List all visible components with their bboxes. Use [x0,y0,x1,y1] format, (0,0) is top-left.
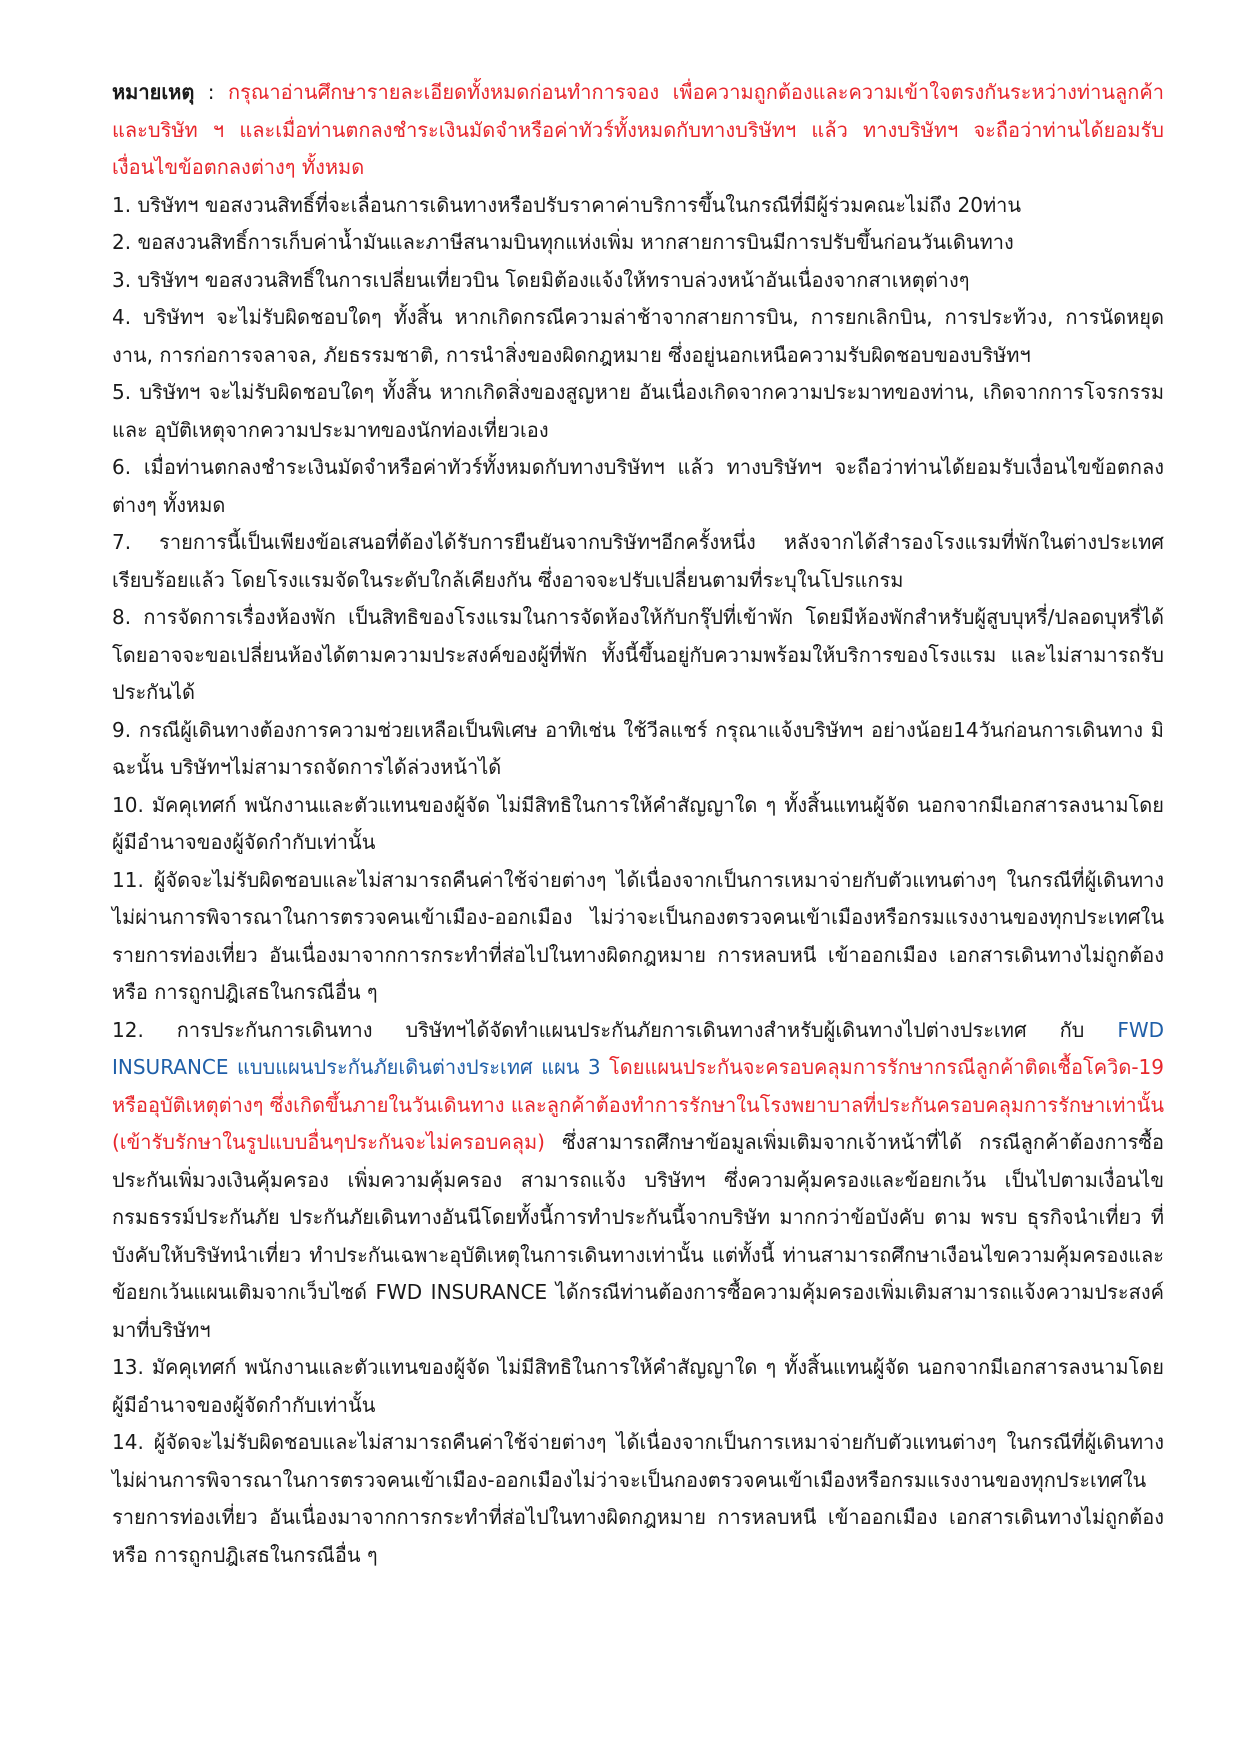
condition-item-3: 3. บริษัทฯ ขอสงวนสิทธิ์ในการเปลี่ยนเที่ยวบิน โดยมิต้องแจ้งให้ทราบล่วงหน้าอันเนื่องจากสาเหตุต่างๆ [112,267,970,292]
condition-item-8: 8. การจัดการเรื่องห้องพัก เป็นสิทธิของโรงแรมในการจัดห้องให้กับกรุ๊ปที่เข้าพัก โดยมีห้องพักสำหรับผู้สูบบุหรี่/ปลอดบุหรี่ได้ โดยอาจจะขอเปลี่ยนห้องได้ตามความประสงค์ของผู้ที่พัก ทั้งนี้ขึ้นอยู่กับความพร้อมให้บริการของโรงแรม และไม่สามารถรับประกันได้ [112,605,1164,704]
insurance-coverage-note: โดยแผนประกันจะครอบคลุมการรักษากรณีลูกค้าติดเชื้อโควิด-19 หรืออุบัติเหตุต่างๆ ซึ่งเกิดขึ้นภายในวันเดินทาง และลูกค้าต้องทำการรักษาในโรงพยาบาลที่ประกันครอบคลุมการรักษาเท่านั้น (เข้ารับรักษาในรูปแบบอื่นๆประกันจะไม่ครอบคลุม) [112,1055,1164,1154]
condition-item-9: 9. กรณีผู้เดินทางต้องการความช่วยเหลือเป็นพิเศษ อาทิเช่น ใช้วีลแชร์ กรุณาแจ้งบริษัทฯ อย่างน้อย14วันก่อนการเดินทาง มิฉะนั้น บริษัทฯไม่สามารถจัดการได้ล่วงหน้าได้ [112,717,1164,779]
remark-heading: หมายเหตุ [112,80,195,104]
condition-item-10: 10. มัคคุเทศก์ พนักงานและตัวแทนของผู้จัด ไม่มีสิทธิในการให้คำสัญญาใด ๆ ทั้งสิ้นแทนผู้จัด นอกจากมีเอกสารลงนามโดยผู้มีอำนาจของผู้จัดกำกับเท่านั้น [112,792,1164,854]
insurance-details: ซึ่งสามารถศึกษาข้อมูลเพิ่มเติมจากเจ้าหน้าที่ได้ กรณีลูกค้าต้องการซื้อประกันเพิ่มวงเงินคุ้มครอง เพิ่มความคุ้มครอง สามารถแจ้ง บริษัทฯ ซึ่งความคุ้มครองและข้อยกเว้น เป็นไปตามเงื่อนไขกรมธรรม์ประกันภัย ประกันภัยเดินทางอันนีโดยทั้งนี้การทำประกันนี้จากบริษัท มากกว่าข้อบังคับ ตาม พรบ ธุรกิจนำเที่ยว ที่บังคับให้บริษัทนำเที่ยว ทำประกันเฉพาะอุบัติเหตุในการเดินทางเท่านั้น แต่ทั้งนี้ ท่านสามารถศึกษาเงือนไขความคุ้มครองและข้อยกเว้นแผนเติมจากเว็บไซด์ FWD INSURANCE ได้กรณีท่านต้องการซื้อความคุ้มครองเพิ่มเติมสามารถแจ้งความประสงค์มาที่บริษัทฯ [112,1130,1164,1342]
condition-item-11: 11. ผู้จัดจะไม่รับผิดชอบและไม่สามารถคืนค่าใช้จ่ายต่างๆ ได้เนื่องจากเป็นการเหมาจ่ายกับตัวแทนต่างๆ ในกรณีที่ผู้เดินทางไม่ผ่านการพิจารณาในการตรวจคนเข้าเมือง-ออกเมือง ไม่ว่าจะเป็นกองตรวจคนเข้าเมืองหรือกรมแรงงานของทุกประเทศในรายการท่องเที่ยว อันเนื่องมาจากการกระทำที่ส่อไปในทางผิดกฎหมาย การหลบหนี เข้าออกเมือง เอกสารเดินทางไม่ถูกต้อง หรือ การถูกปฎิเสธในกรณีอื่น ๆ [112,867,1164,1004]
condition-item-2: 2. ขอสงวนสิทธิ์การเก็บค่าน้ำมันและภาษีสนามบินทุกแห่งเพิ่ม หากสายการบินมีการปรับขึ้นก่อนวันเดินทาง [112,230,1014,254]
insurance-prefix: 12. การประกันการเดินทาง บริษัทฯได้จัดทำแผนประกันภัยการเดินทางสำหรับผู้เดินทางไปต่างประเทศ กับ [112,1017,1118,1042]
condition-item-13: 13. มัคคุเทศก์ พนักงานและตัวแทนของผู้จัด ไม่มีสิทธิในการให้คำสัญญาใด ๆ ทั้งสิ้นแทนผู้จัด นอกจากมีเอกสารลงนามโดยผู้มีอำนาจของผู้จัดกำกับเท่านั้น [112,1355,1164,1417]
remark-text: กรุณาอ่านศึกษารายละเอียดทั้งหมดก่อนทำการจอง เพื่อความถูกต้องและความเข้าใจตรงกันระหว่างท่านลูกค้าและบริษัท ฯ และเมื่อท่านตกลงชำระเงินมัดจำหรือค่าทัวร์ทั้งหมดกับทางบริษัทฯ แล้ว ทางบริษัทฯ จะถือว่าท่านได้ยอมรับเงื่อนไขข้อตกลงต่างๆ ทั้งหมด [112,80,1164,179]
condition-item-1: 1. บริษัทฯ ขอสงวนสิทธิ์ที่จะเลื่อนการเดินทางหรือปรับราคาค่าบริการขึ้นในกรณีที่มีผู้ร่วมคณะไม่ถึง 20ท่าน [112,192,1022,217]
terms-document [112,74,1164,1574]
condition-item-4: 4. บริษัทฯ จะไม่รับผิดชอบใดๆ ทั้งสิ้น หากเกิดกรณีความล่าช้าจากสายการบิน, การยกเลิกบิน, การประท้วง, การนัดหยุดงาน, การก่อการจลาจล, ภัยธรรมชาติ, การนำสิ่งของผิดกฎหมาย ซึ่งอยู่นอกเหนือความรับผิดชอบของบริษัทฯ [112,305,1164,367]
condition-item-14: 14. ผู้จัดจะไม่รับผิดชอบและไม่สามารถคืนค่าใช้จ่ายต่างๆ ได้เนื่องจากเป็นการเหมาจ่ายกับตัวแทนต่างๆ ในกรณีที่ผู้เดินทางไม่ผ่านการพิจารณาในการตรวจคนเข้าเมือง-ออกเมืองไม่ว่าจะเป็นกองตรวจคนเข้าเมืองหรือกรมแรงงานของทุกประเทศในรายการท่องเที่ยว อันเนื่องมาจากการกระทำที่ส่อไปในทางผิดกฎหมาย การหลบหนี เข้าออกเมือง เอกสารเดินทางไม่ถูกต้อง หรือ การถูกปฎิเสธในกรณีอื่น ๆ [112,1430,1164,1567]
condition-item-12 [112,1012,1164,1350]
remark-paragraph [112,74,1164,187]
condition-item-7: 7. รายการนี้เป็นเพียงข้อเสนอที่ต้องได้รับการยืนยันจากบริษัทฯอีกครั้งหนึ่ง หลังจากได้สำรองโรงแรมที่พักในต่างประเทศเรียบร้อยแล้ว โดยโรงแรมจัดในระดับใกล้เคียงกัน ซึ่งอาจจะปรับเปลี่ยนตามที่ระบุในโปรแกรม [112,530,1164,592]
condition-item-6: 6. เมื่อท่านตกลงชำระเงินมัดจำหรือค่าทัวร์ทั้งหมดกับทางบริษัทฯ แล้ว ทางบริษัทฯ จะถือว่าท่านได้ยอมรับเงื่อนไขข้อตกลงต่างๆ ทั้งหมด [112,455,1164,517]
insurance-plan-name: FWD INSURANCE แบบแผนประกันภัยเดินต่างประเทศ แผน 3 [112,1017,1164,1079]
remark-separator: : [194,80,229,104]
condition-item-5: 5. บริษัทฯ จะไม่รับผิดชอบใดๆ ทั้งสิ้น หากเกิดสิ่งของสูญหาย อันเนื่องเกิดจากความประมาทของท่าน, เกิดจากการโจรกรรม และ อุบัติเหตุจากความประมาทของนักท่องเที่ยวเอง [112,380,1164,442]
